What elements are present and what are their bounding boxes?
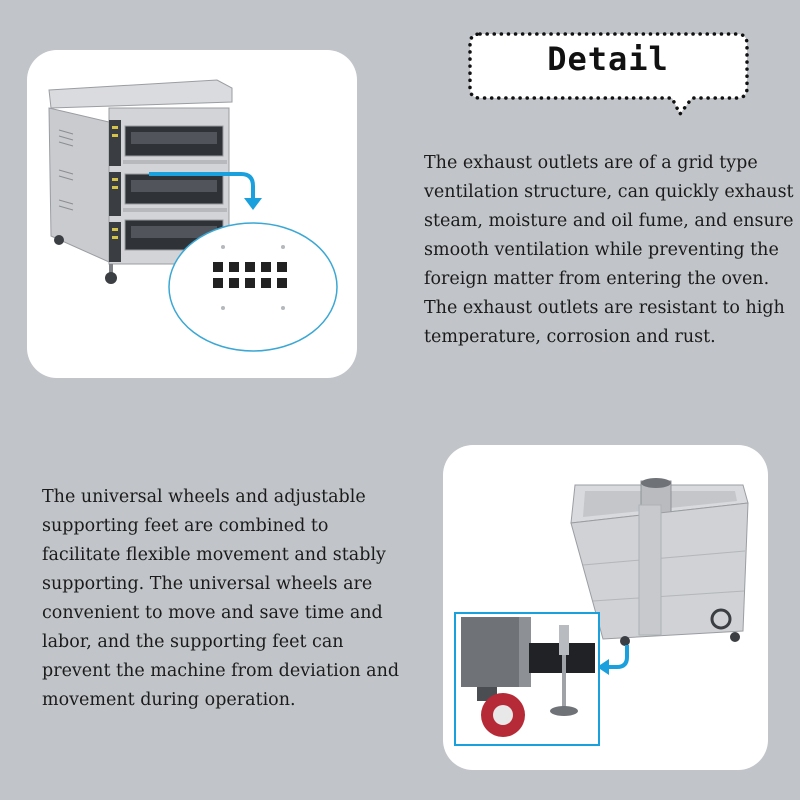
page-title: Detail — [547, 40, 669, 78]
deck-oven-illustration — [27, 50, 357, 378]
wheels-feet-description: The universal wheels and adjustable supporting feet are combined to facilitate flexible movement and stably supporting. The universal wheels are convenient to move and save time and labor, and the supporting feet can prevent the machine from deviation and movement during operation. — [42, 487, 400, 710]
stand-illustration — [443, 445, 768, 770]
arrow-icon — [607, 645, 627, 667]
stand-image-card — [443, 445, 768, 770]
oven-image-card — [27, 50, 357, 378]
exhaust-outlet-description: The exhaust outlets are of a grid type ventilation structure, can quickly exhaust steam, moisture and oil fume, and ensure smooth ventilation while preventing the foreign matter from entering the oven. The exhaust outlets are resistant to high temperature, corrosion and rust. — [424, 153, 794, 347]
